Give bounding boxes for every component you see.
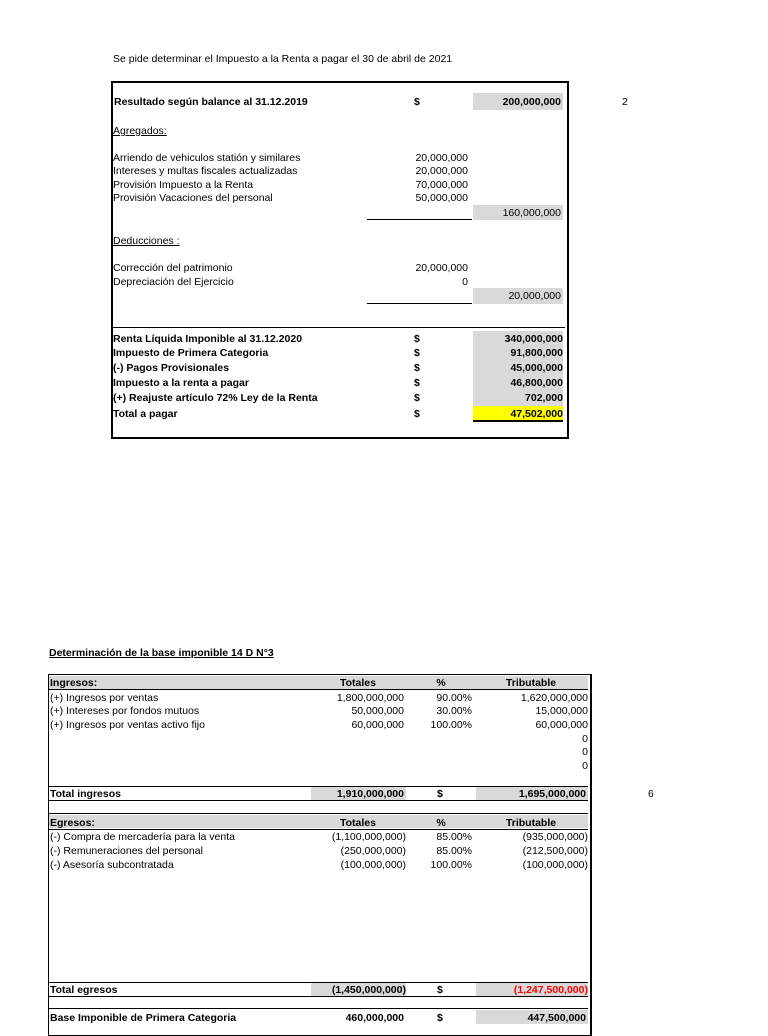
summary-currency: $ — [414, 362, 420, 374]
egreso-label: (-) Remuneraciones del personal — [50, 845, 203, 857]
agregado-value: 50,000,000 — [415, 192, 468, 204]
total-ingresos-tributable: 1,695,000,000 — [518, 788, 586, 800]
section2-title: Determinación de la base imponible 14 D N°3 — [49, 647, 274, 659]
deducciones-total: 20,000,000 — [508, 290, 561, 302]
summary-label: (-) Pagos Provisionales — [113, 362, 230, 374]
ingreso-totales: 60,000,000 — [351, 719, 404, 731]
deduccion-value: 20,000,000 — [415, 262, 468, 274]
ingreso-totales: 50,000,000 — [351, 705, 404, 717]
resultado-currency: $ — [414, 96, 420, 108]
agregado-value: 20,000,000 — [415, 152, 468, 164]
ingreso-tributable: 1,620,000,000 — [520, 692, 588, 704]
summary-value: 46,800,000 — [510, 377, 563, 389]
summary-label: Impuesto a la renta a pagar — [113, 377, 249, 389]
ingresos-header-pct: % — [436, 677, 446, 689]
summary-value: 45,000,000 — [510, 362, 563, 374]
base-label: Base Imponible de Primera Categoria — [50, 1012, 237, 1024]
summary-label: (+) Reajuste artículo 72% Ley de la Renta — [113, 392, 318, 404]
egreso-pct: 85.00% — [436, 831, 472, 843]
ingreso-label: (+) Ingresos por ventas — [50, 692, 159, 704]
ingreso-zero: 0 — [582, 746, 588, 758]
summary-label: Impuesto de Primera Categoria — [113, 347, 269, 359]
agregados-total: 160,000,000 — [502, 207, 561, 219]
agregados-divider — [367, 219, 472, 220]
agregado-label: Arriendo de vehiculos statión y similares — [113, 152, 301, 164]
ingreso-totales: 1,800,000,000 — [336, 692, 404, 704]
resultado-label: Resultado según balance al 31.12.2019 — [114, 96, 308, 108]
egreso-totales: (1,100,000,000) — [331, 831, 406, 843]
summary-currency: $ — [414, 392, 420, 404]
ingreso-zero: 0 — [582, 760, 588, 772]
total-ingresos-currency: $ — [437, 788, 443, 800]
egreso-totales: (100,000,000) — [340, 859, 406, 871]
summary-label: Renta Líquida Imponible al 31.12.2020 — [113, 333, 303, 345]
ingreso-label: (+) Intereses por fondos mutuos — [50, 705, 200, 717]
egreso-tributable: (212,500,000) — [522, 845, 588, 857]
egreso-tributable: (935,000,000) — [522, 831, 588, 843]
total-egresos-tributable: (1,247,500,000) — [513, 984, 588, 996]
egresos-header-totales: Totales — [340, 817, 376, 829]
base-totales: 460,000,000 — [345, 1012, 404, 1024]
total-egresos-totales: (1,450,000,000) — [331, 984, 406, 996]
agregado-value: 20,000,000 — [415, 165, 468, 177]
agregado-label: Intereses y multas fiscales actualizadas — [113, 165, 298, 177]
total-egresos-currency: $ — [437, 984, 443, 996]
ingreso-pct: 100.00% — [430, 719, 472, 731]
base-tributable: 447,500,000 — [527, 1012, 586, 1024]
total-a-pagar-value: 47,502,000 — [510, 408, 563, 420]
base-currency: $ — [437, 1012, 443, 1024]
resultado-value: 200,000,000 — [502, 96, 561, 108]
egreso-label: (-) Compra de mercadería para la venta — [50, 831, 235, 843]
ingresos-header-totales: Totales — [340, 677, 376, 689]
deducciones-label: Deducciones : — [113, 235, 180, 247]
summary-currency: $ — [414, 333, 420, 345]
egresos-header-pct: % — [436, 817, 446, 829]
egreso-pct: 85.00% — [436, 845, 472, 857]
egreso-tributable: (100,000,000) — [522, 859, 588, 871]
total-egresos-bottom-line — [49, 996, 588, 997]
page-heading: Se pide determinar el Impuesto a la Renta a pagar el 30 de abril de 2021 — [113, 53, 453, 65]
side-note-1: 2 — [622, 96, 628, 108]
summary-value: 340,000,000 — [504, 333, 563, 345]
egreso-pct: 100.00% — [430, 859, 472, 871]
total-a-pagar-label: Total a pagar — [113, 408, 178, 420]
agregado-label: Provisión Impuesto a la Renta — [113, 179, 254, 191]
ingresos-header-label: Ingresos: — [50, 677, 98, 689]
egresos-header-tributable: Tributable — [505, 817, 557, 829]
ingreso-pct: 30.00% — [436, 705, 472, 717]
egreso-label: (-) Asesoría subcontratada — [50, 859, 174, 871]
deducciones-divider — [367, 303, 472, 304]
summary-currency: $ — [414, 347, 420, 359]
total-a-pagar-currency: $ — [414, 408, 420, 420]
total-ingresos-bottom-line — [49, 800, 588, 801]
ingreso-tributable: 60,000,000 — [535, 719, 588, 731]
ingreso-tributable: 15,000,000 — [535, 705, 588, 717]
agregado-label: Provisión Vacaciones del personal — [113, 192, 273, 204]
egreso-totales: (250,000,000) — [340, 845, 406, 857]
egresos-top-line — [49, 813, 588, 814]
ingresos-header-tributable: Tributable — [505, 677, 557, 689]
egresos-header-label: Egresos: — [50, 817, 95, 829]
agregados-label: Agregados: — [113, 125, 167, 137]
ingreso-zero: 0 — [582, 733, 588, 745]
deduccion-label: Depreciación del Ejercicio — [113, 276, 234, 288]
deduccion-label: Corrección del patrimonio — [113, 262, 233, 274]
ingresos-header-divider — [49, 689, 588, 690]
deduccion-value: 0 — [462, 276, 468, 288]
summary-divider — [113, 327, 565, 328]
base-top-line — [49, 1008, 588, 1009]
summary-value: 702,000 — [525, 392, 563, 404]
summary-currency: $ — [414, 377, 420, 389]
agregado-value: 70,000,000 — [415, 179, 468, 191]
total-ingresos-label: Total ingresos — [50, 788, 121, 800]
ingreso-label: (+) Ingresos por ventas activo fijo — [50, 719, 205, 731]
total-egresos-label: Total egresos — [50, 984, 118, 996]
egresos-header-divider — [49, 829, 588, 830]
ingreso-pct: 90.00% — [436, 692, 472, 704]
summary-value: 91,800,000 — [510, 347, 563, 359]
side-note-2: 6 — [648, 788, 654, 800]
total-ingresos-totales: 1,910,000,000 — [336, 788, 404, 800]
